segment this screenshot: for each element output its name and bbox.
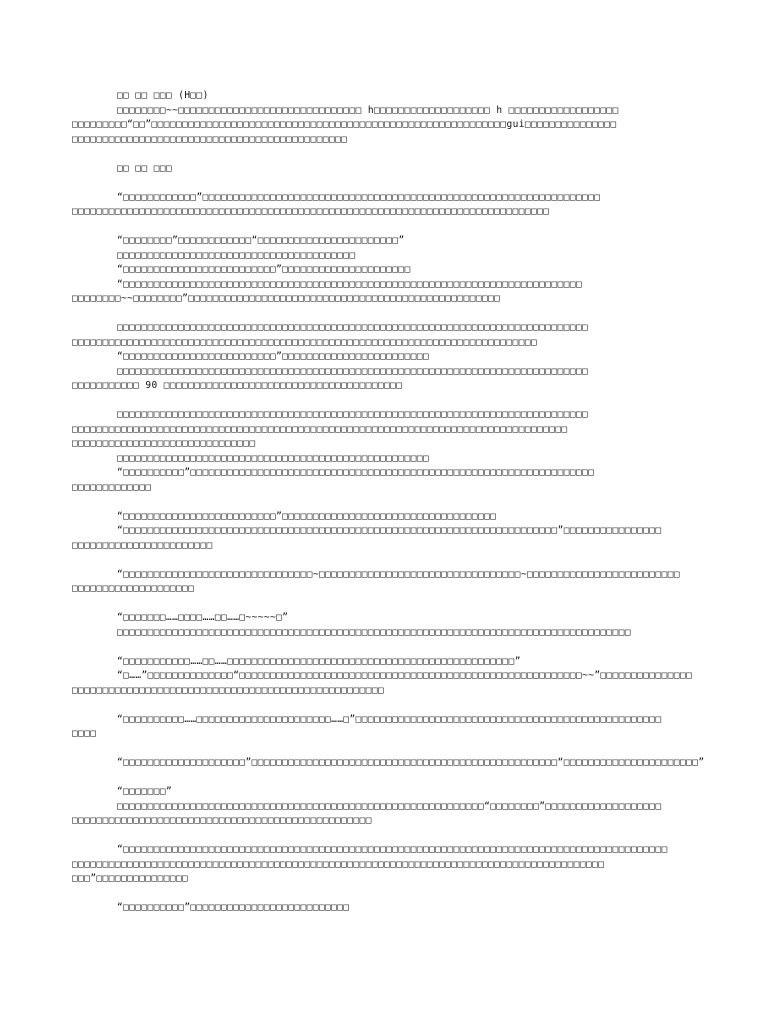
paragraph: [72, 408, 712, 495]
text-line: □□□□□□□□□□□□□: [72, 481, 152, 493]
text-line: □□□□□□□□~~□□□□□□□□□□□□□□□□□□□□□□□□□□□□□□ h□□□□□□□□□□□□□□□□□□□ h □□□□□□□□□□□□□□□□□□: [117, 104, 619, 116]
text-line: “□□□□□□□”: [117, 786, 173, 797]
text-line: □□□□□□□□□□□□□□□□□□□□□□□□□□□□□□□□□□□□□□□□□□□□□□□□□□□□□□□□□□□□□□□□□□□□□□□□□□□□□: [117, 409, 589, 420]
paragraph-gap: [72, 829, 712, 844]
text-line: “□□□□□□□□□□”□□□□□□□□□□□□□□□□□□□□□□□□□□□□□□□□□□□□□□□□□□□□□□□□□□□□□□□□□□□□□□□□□□: [117, 467, 595, 478]
text-line: □□□□□□□□□□□□□□□□□□□□□□□□□□□□□□: [72, 438, 256, 449]
text-line: □□□□□□□□□□□ 90 □□□□□□□□□□□□□□□□□□□□□□□□□□□□□□□□□□□□□□□: [72, 380, 403, 391]
text-line: □□□”□□□□□□□□□□□□□□□: [72, 873, 189, 884]
text-line: □□□□□□□□□□□□□□□□□□□□□□□□□□□□□□□□□□□□□□□□□□□□□□□□□□□□□□□□□□□□□□□□□□□□□□□□□□□□□: [117, 322, 589, 333]
text-line: □□□□□□□□□□□□□□□□□□□□: [72, 583, 195, 594]
text-line: □□□□□□□□□□□□□□□□□□□□□□□□□□□□□□□□□□□□□□□□□□□□□□□□□□□: [117, 452, 430, 464]
text-line: □□□□□□□□□□□□□□□□□□□□□□□□□□□□□□□□□□□□□□□□□□□□□□□□□□□□□□□□□□□□□□□□□□□□□□□□□□□□: [72, 336, 538, 348]
text-line: □□□□□□□□□□□□□□□□□□□□□□□□□□□□□□□□□□□□□□□□□□□□□□□□□□□□□□□□□□□□“□□□□□□□□”□□□□□□□□□□□□□□□□□□□: [117, 800, 662, 812]
paragraph: [72, 568, 712, 597]
text-line: □□□□□□□□~~□□□□□□□□”□□□□□□□□□□□□□□□□□□□□□□□□□□□□□□□□□□□□□□□□□□□□□□□□□□□: [72, 293, 501, 304]
paragraph-gap: [72, 597, 712, 612]
paragraph: [72, 321, 712, 394]
paragraph-gap: [72, 640, 712, 655]
text-line: “□□□□□□□□□□□□□□□□□□□□□□□□□□□□□□□~□□□□□□□□□□□□□□□□□□□□□□□□□□□□□□□□□~□□□□□□□□□□□□□□□□□□□□□□□□□: [117, 568, 680, 580]
paragraph: [72, 843, 712, 887]
paragraph: [72, 89, 712, 147]
text-line: “□□□□□□□……□□□□……□□……□~~~~~□”: [117, 612, 289, 623]
paragraph-gap: [72, 887, 712, 902]
paragraph: [72, 785, 712, 829]
text-line: □□□□□□□□□□□□□□□□□□□□□□□: [72, 539, 213, 551]
paragraph: [72, 756, 712, 771]
text-line: “□□□□□□□□□□”□□□□□□□□□□□□□□□□□□□□□□□□□□: [117, 902, 350, 913]
text-line: □□□□□□□□□□□□□□□□□□□□□□□□□□□□□□□□□□□□□□□□□□□□□□□□□□□□□□□□□□□□□□□□□□□□□□□□□□□□□□□□□□□□: [117, 626, 632, 638]
paragraph-gap: [72, 771, 712, 786]
text-line: “□□□□□□□□□□□□□□□□□□□□□□□□□”□□□□□□□□□□□□□□□□□□□□□□□□□□□□□□□□□□□: [117, 510, 497, 522]
paragraph-gap: [72, 394, 712, 409]
text-line: “□□□□□□□□□□□□□□□□□□□□□□□□□”□□□□□□□□□□□□□□□□□□□□□: [117, 264, 411, 275]
document-page: [72, 89, 712, 916]
text-line: □□□□□□□□□□□□□□□□□□□□□□□□□□□□□□□□□□□□□□□□□□□□□□□□□□□□□□□□□□□□□□□□□□□□□□□□□□□□□□□□□□□□□□□: [72, 858, 605, 870]
text-line: □□□□□□□□□“□□”□□□□□□□□□□□□□□□□□□□□□□□□□□□□□□□□□□□□□□□□□□□□□□□□□□□□□□□□□□gui□□□□□□□□□□□□□□□: [72, 119, 617, 130]
paragraph-gap: [72, 307, 712, 322]
paragraph-gap: [72, 698, 712, 713]
paragraph-gap: [72, 176, 712, 191]
text-line: □□□□□□□□□□□□□□□□□□□□□□□□□□□□□□□□□□□□□□□□□□□□□□□□□: [72, 815, 372, 826]
text-line: “□□□□□□□□□□□□□□□□□□□□□□□□□”□□□□□□□□□□□□□□□□□□□□□□□□: [117, 351, 430, 362]
text-line: □□□□: [72, 728, 97, 739]
paragraph: [72, 162, 712, 177]
text-line: □□□□□□□□□□□□□□□□□□□□□□□□□□□□□□□□□□□□□□□□□□□□□□□□□□□: [72, 684, 385, 696]
paragraph: [72, 234, 712, 307]
text-line: □□□□□□□□□□□□□□□□□□□□□□□□□□□□□□□□□□□□□□□□□□□□□□□□□□□□□□□□□□□□□□□□□□□□□□□□□□□□□□: [72, 206, 550, 217]
paragraph: [72, 611, 712, 640]
paragraph-gap: [72, 495, 712, 510]
paragraph-gap: [72, 742, 712, 757]
text-line: □□□□□□□□□□□□□□□□□□□□□□□□□□□□□□□□□□□□□□□□□□□□□: [72, 133, 348, 145]
text-line: “□□□□□□□□□□□□□□□□□□□□”□□□□□□□□□□□□□□□□□□□□□□□□□□□□□□□□□□□□□□□□□□□□□□□□□□“□□□□□□□□□□□□□□□□□□□□□□”: [117, 757, 705, 768]
paragraph-gap: [72, 220, 712, 235]
paragraph: [72, 655, 712, 699]
paragraph-gap: [72, 147, 712, 162]
paragraph: [72, 510, 712, 554]
text-line: “□□□□□□□□□□……□□□□□□□□□□□□□□□□□□□□□□……□”□□□□□□□□□□□□□□□□□□□□□□□□□□□□□□□□□□□□□□□□□□□□□□□□□□: [117, 713, 662, 725]
paragraph: [72, 901, 712, 916]
text-line: □□□□□□□□□□□□□□□□□□□□□□□□□□□□□□□□□□□□□□□□□□□□□□□□□□□□□□□□□□□□□□□□□□□□□□□□□□□□□□□□□: [72, 423, 568, 435]
text-line: □□ □□ □□□: [117, 162, 173, 174]
text-line: □□ □□ □□□ (H□□): [117, 90, 209, 101]
text-line: “□□□□□□□□”□□□□□□□□□□□□“□□□□□□□□□□□□□□□□□□□□□□□”: [117, 235, 405, 246]
text-line: “□……”□□□□□□□□□□□□□□“□□□□□□□□□□□□□□□□□□□□□□□□□□□□□□□□□□□□□□□□□□□□□□□□□□□□□□□□~~”□□□□□□□□□□□□□□□: [117, 670, 693, 681]
text-line: “□□□□□□□□□□□□”□□□□□□□□□□□□□□□□□□□□□□□□□□□□□□□□□□□□□□□□□□□□□□□□□□□□□□□□□□□□□□□□□: [117, 191, 601, 203]
text-line: “□□□□□□□□□□□□□□□□□□□□□□□□□□□□□□□□□□□□□□□□□□□□□□□□□□□□□□□□□□□□□□□□□□□□□□□□□□□□□□□□□□□□□□□□□: [117, 844, 668, 855]
text-line: “□□□□□□□□□□□□□□□□□□□□□□□□□□□□□□□□□□□□□□□□□□□□□□□□□□□□□□□□□□□□□□□□□□□□□□□”□□□□□□□□□□□□□□□□: [117, 525, 662, 536]
text-line: “□□□□□□□□□□□□□□□□□□□□□□□□□□□□□□□□□□□□□□□□□□□□□□□□□□□□□□□□□□□□□□□□□□□□□□□□□□□: [117, 278, 583, 290]
paragraph-gap: [72, 553, 712, 568]
paragraph: [72, 191, 712, 220]
paragraph: [72, 713, 712, 742]
text-line: □□□□□□□□□□□□□□□□□□□□□□□□□□□□□□□□□□□□□□□□□□□□□□□□□□□□□□□□□□□□□□□□□□□□□□□□□□□□□: [117, 365, 589, 377]
text-line: “□□□□□□□□□□□……□□……□□□□□□□□□□□□□□□□□□□□□□□□□□□□□□□□□□□□□□□□□□□□□□□”: [117, 655, 521, 667]
text-line: □□□□□□□□□□□□□□□□□□□□□□□□□□□□□□□□□□□□□□□: [117, 249, 356, 261]
